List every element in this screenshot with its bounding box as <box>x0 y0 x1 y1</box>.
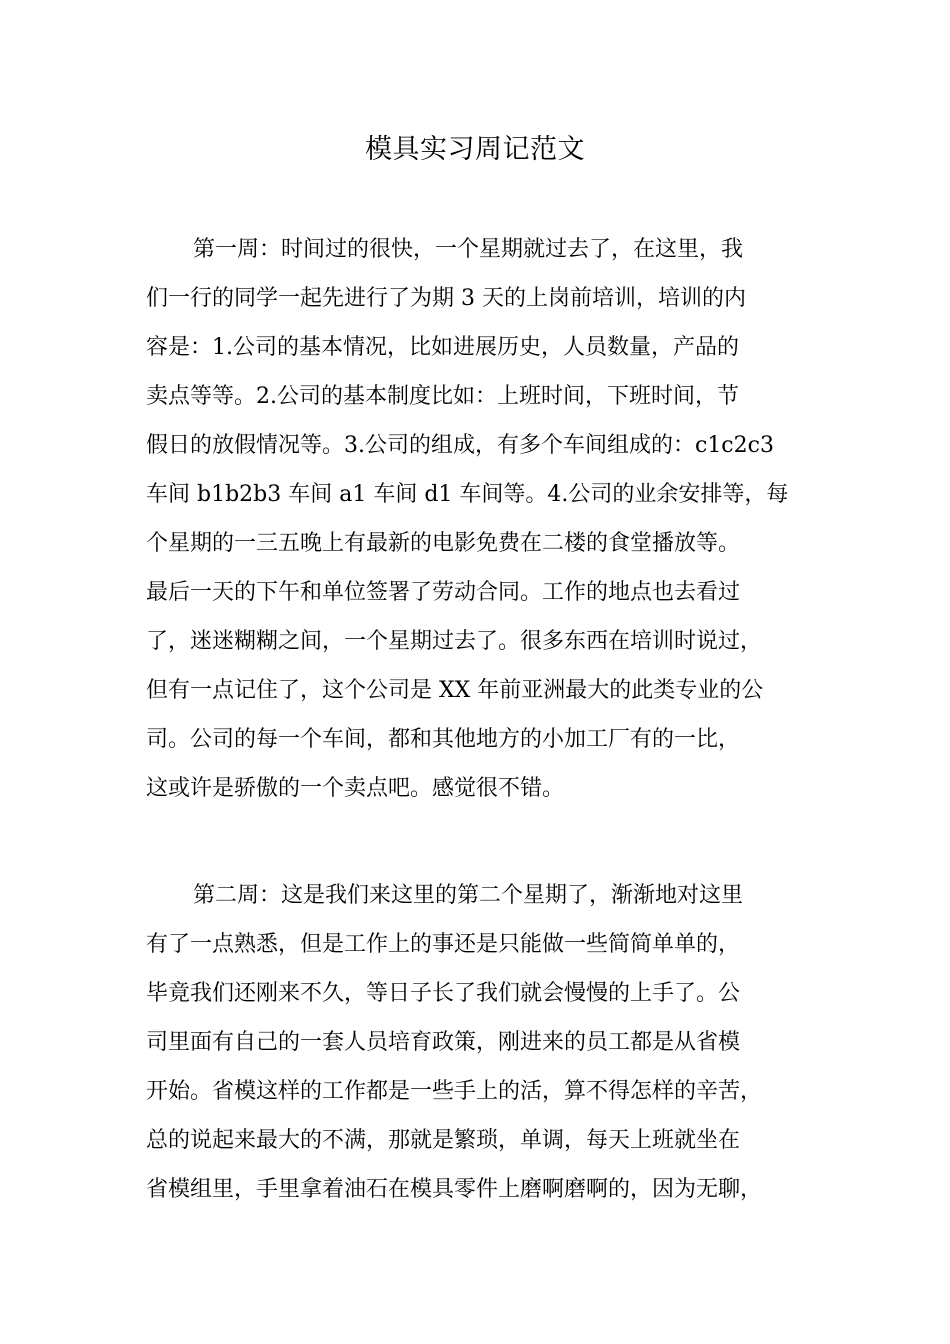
text-line: 容是：1.公司的基本情况，比如进展历史，人员数量，产品的 <box>146 335 739 360</box>
text-line: 但有一点记住了，这个公司是 XX 年前亚洲最大的此类专业的公 <box>146 678 764 703</box>
document-title: 模具实习周记范文 <box>365 134 585 165</box>
text-line: 司里面有自己的一套人员培育政策，刚进来的员工都是从省模 <box>146 1030 741 1055</box>
text-line: 毕竟我们还刚来不久，等日子长了我们就会慢慢的上手了。公 <box>146 981 741 1006</box>
text-line: 省模组里，手里拿着油石在模具零件上磨啊磨啊的，因为无聊， <box>146 1177 763 1202</box>
text-line: 有了一点熟悉，但是工作上的事还是只能做一些简简单单的， <box>146 932 741 957</box>
text-line: 第一周：时间过的很快，一个星期就过去了，在这里，我 <box>193 237 744 262</box>
text-line: 第二周：这是我们来这里的第二个星期了，渐渐地对这里 <box>193 883 744 908</box>
text-line: 司。公司的每一个车间，都和其他地方的小加工厂有的一比， <box>146 727 741 752</box>
text-line: 车间 b1b2b3 车间 a1 车间 d1 车间等。4.公司的业余安排等，每 <box>146 482 789 507</box>
paragraph-week-1 <box>146 225 826 813</box>
text-line: 个星期的一三五晚上有最新的电影免费在二楼的食堂播放等。 <box>146 531 741 556</box>
text-line: 这或许是骄傲的一个卖点吧。感觉很不错。 <box>146 776 565 801</box>
text-line: 假日的放假情况等。3.公司的组成，有多个车间组成的：c1c2c3 <box>146 433 774 458</box>
paragraph-week-2 <box>146 871 826 1214</box>
text-line: 卖点等等。2.公司的基本制度比如：上班时间，下班时间，节 <box>146 384 739 409</box>
text-line: 们一行的同学一起先进行了为期 3 天的上岗前培训，培训的内 <box>146 286 746 311</box>
text-line: 最后一天的下午和单位签署了劳动合同。工作的地点也去看过 <box>146 580 741 605</box>
text-line: 了，迷迷糊糊之间，一个星期过去了。很多东西在培训时说过， <box>146 629 763 654</box>
text-line: 总的说起来最大的不满，那就是繁琐，单调，每天上班就坐在 <box>146 1128 741 1153</box>
text-line: 开始。省模这样的工作都是一些手上的活，算不得怎样的辛苦， <box>146 1079 763 1104</box>
